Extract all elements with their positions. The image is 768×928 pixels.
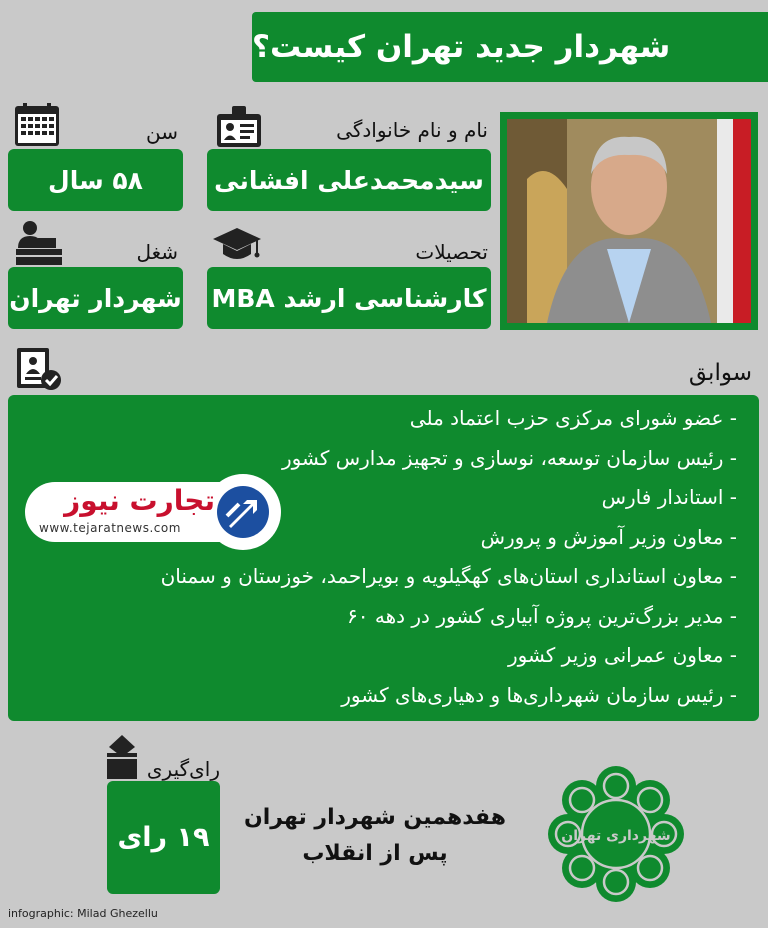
job-label: شغل: [136, 240, 178, 264]
list-item: - معاون استانداری استان‌های کهگیلویه و بویراحمد، خوزستان و سمنان: [160, 564, 737, 588]
list-item: - استاندار فارس: [601, 485, 737, 509]
tejaratnews-watermark: [25, 474, 281, 550]
ordinal-text: [232, 800, 518, 872]
resume-check-icon: [15, 346, 63, 396]
ordinal-line-2: پس از انقلاب: [302, 841, 448, 866]
list-item: - رئیس سازمان توسعه، نوسازی و تجهیز مدارس کشور: [282, 445, 737, 470]
list-item: - معاون وزیر آموزش و پرورش: [480, 524, 737, 549]
age-field: ۵۸ سال: [8, 149, 183, 211]
id-card-icon: [216, 106, 262, 152]
tejaratnews-brand: تجارت نیوز: [64, 484, 215, 517]
tejaratnews-url: www.tejaratnews.com: [39, 521, 181, 535]
ordinal-line-1: هفدهمین شهردار تهران: [243, 805, 507, 830]
credit-text: infographic: Milad Ghezellu: [8, 907, 158, 920]
name-label: نام و نام خانوادگی: [336, 118, 488, 142]
name-field: سیدمحمدعلی افشانی: [207, 149, 491, 211]
age-label: سن: [146, 120, 178, 144]
portrait-photo: [500, 112, 758, 330]
records-list: [8, 395, 759, 721]
education-field: کارشناسی ارشد MBA: [207, 267, 491, 329]
job-field: شهردار تهران: [8, 267, 183, 329]
vote-label: رای‌گیری: [146, 757, 220, 781]
calendar-icon: [14, 103, 60, 151]
vote-field: ۱۹ رای: [107, 781, 220, 894]
office-worker-icon: [16, 220, 62, 270]
graduation-cap-icon: [212, 226, 262, 270]
education-label: تحصیلات: [415, 240, 488, 264]
page-title: شهردار جدید تهران کیست؟: [252, 12, 768, 82]
list-item: - رئیس سازمان شهرداری‌ها و دهیاری‌های کشور: [341, 682, 737, 707]
list-item: - معاون عمرانی وزیر کشور: [507, 643, 737, 667]
tehran-municipality-emblem: [546, 764, 686, 904]
list-item: - مدیر بزرگ‌ترین پروژه آبیاری کشور در دهه ۶۰: [347, 603, 737, 628]
list-item: - عضو شورای مرکزی حزب اعتماد ملی: [409, 406, 737, 430]
records-label: سوابق: [688, 360, 752, 386]
emblem-text: شهرداری تهران: [561, 828, 671, 844]
